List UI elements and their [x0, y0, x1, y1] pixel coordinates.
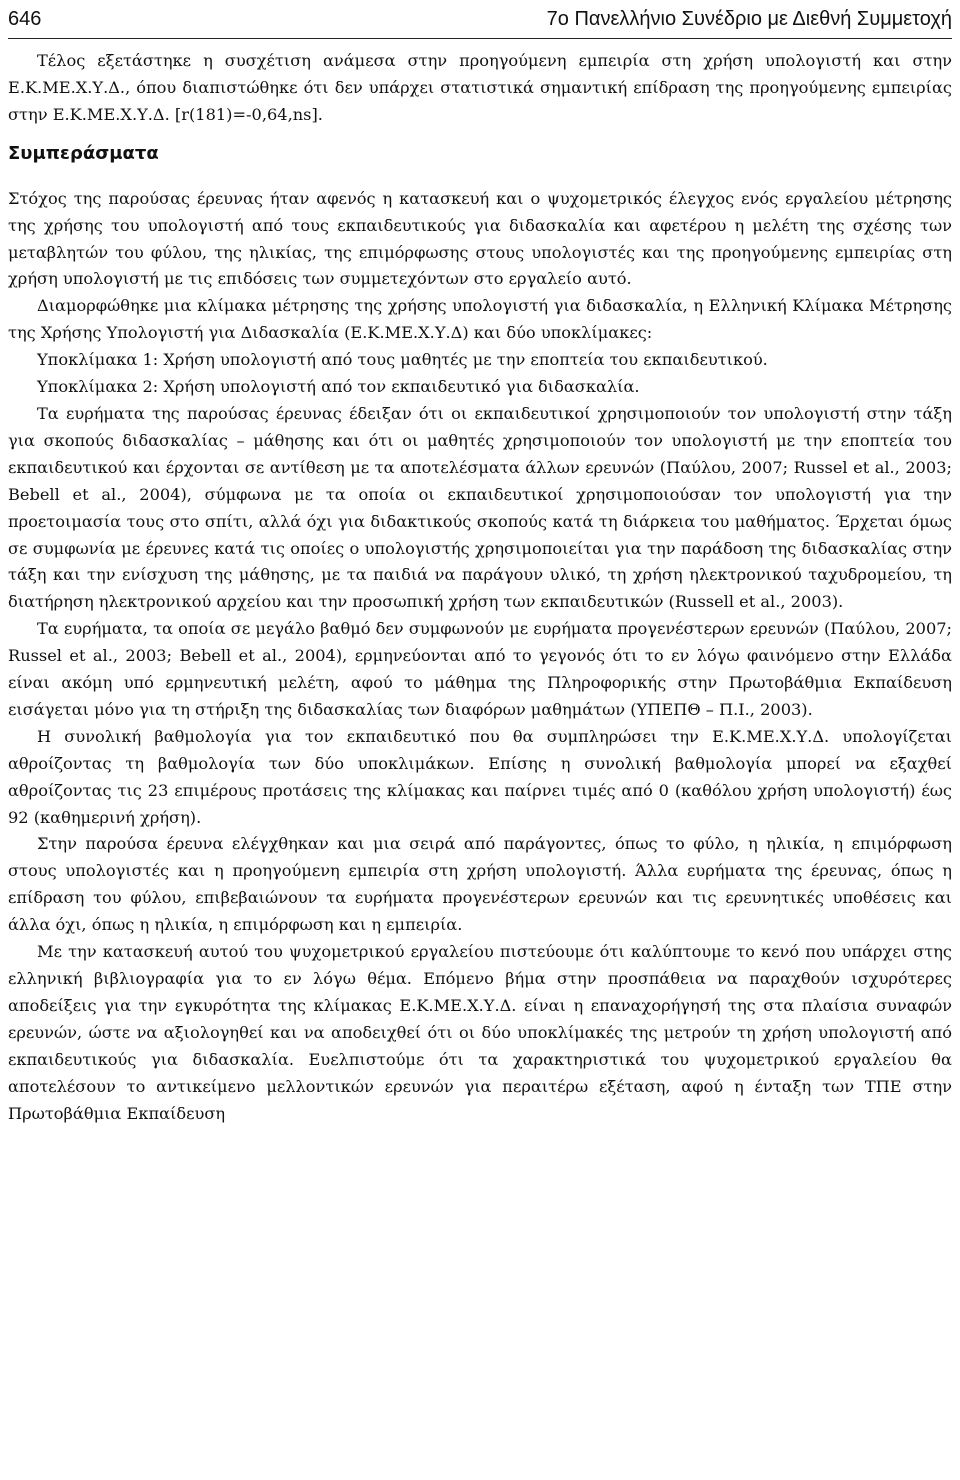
intro-paragraph: Τέλος εξετάστηκε η συσχέτιση ανάμεσα στην προηγούμενη εμπειρία στη χρήση υπολογιστή και στην Ε.Κ.ΜΕ.Χ.Υ.Δ., όπου διαπιστώθηκε ότι δεν υπάρχει στατιστικά σημαντική επίδραση της προηγούμενης εμπειρίας στην Ε.Κ.ΜΕ.Χ.Υ.Δ. [r(181)=-0,64,ns]. — [8, 51, 952, 124]
page-number: 646 — [8, 8, 42, 30]
running-title: 7ο Πανελλήνιο Συνέδριο με Διεθνή Συμμετοχή — [546, 8, 952, 30]
paragraph-scale: Διαμορφώθηκε μια κλίμακα μέτρησης της χρήσης υπολογιστή για διδασκαλία, η Ελληνική Κλίμακα Μέτρησης της Χρήσης Υπολογιστή για Διδασκαλία (Ε.Κ.ΜΕ.Χ.Υ.Δ) και δύο υποκλίμακες: — [8, 296, 952, 343]
paragraph-interpretation: Τα ευρήματα, τα οποία σε μεγάλο βαθμό δεν συμφωνούν με ευρήματα προγενέστερων ερευνών (Παύλου, 2007; Russel et al., 2003; Bebell et al., 2004), ερμηνεύονται από το γεγονός ότι το εν λόγω φαινόμενο στην Ελλάδα είναι ακόμη υπό ερμηνευτική μελέτη, αφού το μάθημα της Πληροφορικής στην Πρωτοβάθμια Εκπαίδευση εισάγεται μόνο για τη στήριξη της διδασκαλίας των διαφόρων μαθημάτων (ΥΠΕΠΘ – Π.Ι., 2003). — [8, 619, 952, 719]
section-heading-conclusions: Συμπεράσματα — [8, 142, 159, 164]
paragraph-findings: Τα ευρήματα της παρούσας έρευνας έδειξαν ότι οι εκπαιδευτικοί χρησιμοποιούν τον υπολογιστή στην τάξη για σκοπούς διδασκαλίας – μάθησης και ότι οι μαθητές χρησιμοποιούν τον υπολογιστή με την εποπτεία του εκπαιδευτικού και έρχονται σε αντίθεση με τα αποτελέσματα άλλων ερευνών (Παύλου, 2007; Russel et al., 2003; Bebell et al., 2004), σύμφωνα με τα οποία οι εκπαιδευτικοί χρησιμοποιούσαν τον υπολογιστή για την προετοιμασία τους στο σπίτι, αλλά όχι για διδακτικούς σκοπούς κατά τη διάρκεια του μαθήματος. Έρχεται όμως σε συμφωνία με έρευνες κατά τις οποίες ο υπολογιστής χρησιμοποιείται για την παράδοση της διδασκαλίας στην τάξη και την ενίσχυση της μάθησης, με τα παιδιά να παράγουν υλικό, τη χρήση ηλεκτρονικού ταχυδρομείου, τη διατήρηση ηλεκτρονικού αρχείου και την προσωπική χρήση των εκπαιδευτικών (Russell et al., 2003). — [8, 403, 952, 612]
paragraph-aims: Στόχος της παρούσας έρευνας ήταν αφενός η κατασκευή και ο ψυχομετρικός έλεγχος ενός εργαλείου μέτρησης της χρήσης του υπολογιστή από τους εκπαιδευτικούς για διδασκαλία και αφετέρου η μελέτη της σχέσης των μεταβλητών του φύλου, της ηλικίας, της επιμόρφωσης στους υπολογιστές και της προηγούμενης εμπειρίας στη χρήση υπολογιστή με τις επιδόσεις των συμμετεχόντων στο εργαλείο αυτό. — [8, 188, 952, 289]
paragraph-future-work: Με την κατασκευή αυτού του ψυχομετρικού εργαλείου πιστεύουμε ότι καλύπτουμε το κενό που υπάρχει στης ελληνική βιβλιογραφία για το εν λόγω θέμα. Επόμενο βήμα στην προσπάθεια να παραχθούν ισχυρότερες αποδείξεις για την εγκυρότητα της κλίμακας Ε.Κ.ΜΕ.Χ.Υ.Δ. είναι η επαναχορήγησή της στα πλαίσια συναφών ερευνών, ώστε να αξιολογηθεί και να αποδειχθεί ότι οι δύο υποκλίμακές της μετρούν τη χρήση υπολογιστή από εκπαιδευτικούς για διδασκαλία. Ευελπιστούμε ότι τα χαρακτηριστικά του ψυχομετρικού εργαλείου θα αποτελέσουν το αντικείμενο μελλοντικών ερευνών για περαιτέρω εξέταση, αφού η ένταξη των ΤΠΕ στην Πρωτοβάθμια Εκπαίδευση — [8, 942, 952, 1123]
paragraph-factors: Στην παρούσα έρευνα ελέγχθηκαν και μια σειρά από παράγοντες, όπως το φύλο, η ηλικία, η επιμόρφωση στους υπολογιστές και η προηγούμενη εμπειρία στη χρήση υπολογιστή. Άλλα ευρήματα της έρευνας, όπως η επίδραση του φύλου, επιβεβαιώνουν τα ευρήματα προγενέστερων ερευνών και τις ερευνητικές υποθέσεις και άλλα όχι, όπως η ηλικία, η επιμόρφωση και η εμπειρία. — [8, 834, 952, 935]
page-header — [8, 4, 952, 39]
paragraph-scoring: Η συνολική βαθμολογία για τον εκπαιδευτικό που θα συμπληρώσει την Ε.Κ.ΜΕ.Χ.Υ.Δ. υπολογίζεται αθροίζοντας τη βαθμολογία των δύο υποκλιμάκων. Επίσης η συνολική βαθμολογία μπορεί να εξαχθεί αθροίζοντας τις 23 επιμέρους προτάσεις της κλίμακας και παίρνει τιμές από 0 (καθόλου χρήση υπολογιστή) έως 92 (καθημερινή χρήση). — [8, 726, 952, 827]
subscale-2: Υποκλίμακα 2: Χρήση υπολογιστή από τον εκπαιδευτικό για διδασκαλία. — [37, 377, 640, 397]
page-body — [8, 48, 952, 1127]
subscale-1: Υποκλίμακα 1: Χρήση υπολογιστή από τους μαθητές με την εποπτεία του εκπαιδευτικού. — [37, 350, 768, 370]
